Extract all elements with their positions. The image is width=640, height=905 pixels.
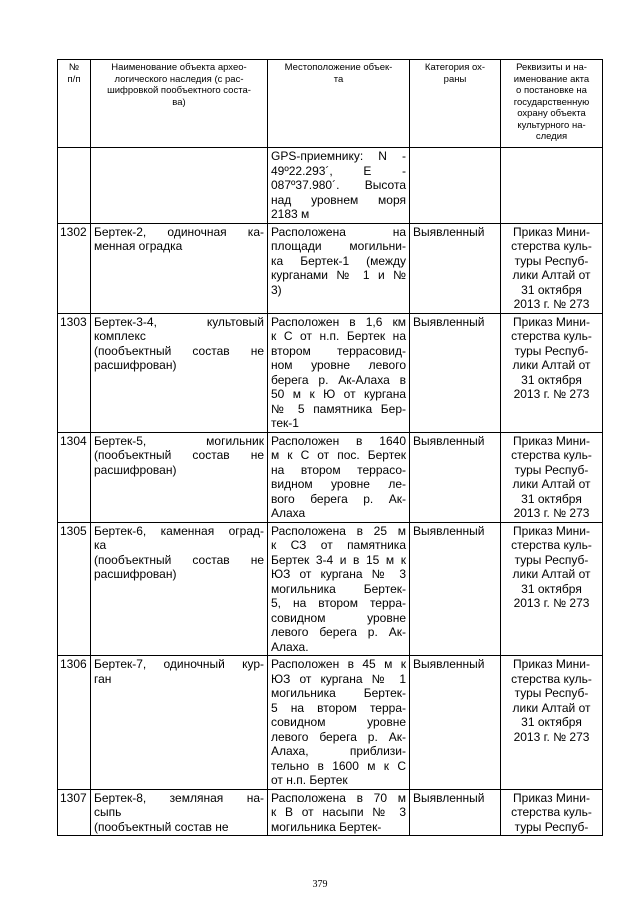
cell-text-line: Алаха. (271, 639, 309, 654)
cell-text-line: культурного на- (517, 119, 586, 131)
cell-text-line: лики Алтай от (512, 268, 591, 282)
cell-text-line: Приказ Мини- (513, 314, 590, 329)
object-name (91, 148, 268, 224)
object-name (91, 432, 268, 522)
header-object-name (91, 60, 268, 148)
cell-text-line: площади могильни- (271, 239, 406, 253)
row-number: 1305 (58, 522, 91, 656)
cell-text-line: п/п (67, 73, 81, 85)
cell-text-line: туры Респуб- (514, 253, 589, 268)
cell-text-line: Бертек-7, одиночный кур- (94, 657, 264, 671)
cell-text-line: Алаха, приблизи- (271, 744, 406, 758)
cell-text-line: над уровнем моря (271, 192, 406, 207)
cell-text-line: могильника Бертек- (271, 819, 382, 834)
cell-text-line: та (333, 73, 344, 85)
cell-text-line: лики Алтай от (512, 477, 591, 491)
cell-text-line: на втором террасо- (271, 462, 406, 477)
cell-text-line: Расположена на (271, 224, 406, 239)
object-name (91, 313, 268, 432)
cell-text-line: Бертек-5, могильник (94, 433, 264, 448)
cell-text-line: 31 октября (521, 581, 582, 596)
protection-category: Выявленный (410, 789, 501, 836)
object-location (268, 789, 410, 836)
cell-text-line: ва) (172, 96, 186, 108)
protection-category: Выявленный (410, 522, 501, 656)
cell-text-line: Расположен в 1,6 км (271, 314, 406, 329)
cell-text-line: о постановке на (516, 85, 587, 96)
cell-text-line: Приказ Мини- (513, 433, 590, 448)
table-header-row (58, 60, 603, 148)
cell-text-line: Приказ Мини- (513, 790, 590, 805)
cell-text-line: логического наследия (с рас- (114, 73, 244, 85)
row-number: 1307 (58, 789, 91, 836)
cell-text-line: расшифрован) (94, 358, 177, 372)
act-details (501, 313, 603, 432)
cell-text-line: стерства куль- (511, 538, 592, 552)
cell-text-line: именование акта (513, 73, 590, 85)
cell-text-line: тельно в 1600 м к С (271, 758, 406, 773)
cell-text-line: Реквизиты и на- (516, 62, 587, 73)
cell-text-line: стерства куль- (511, 329, 592, 343)
cell-text-line: к СЗ от памятника (271, 538, 406, 552)
cell-text-line: (пообъектный состав не (94, 448, 264, 462)
cell-text-line: (пообъектный состав не (94, 552, 264, 567)
cell-text-line: к В от насыпи № 3 (271, 805, 406, 819)
cell-text-line: Наименование объекта архео- (111, 62, 247, 73)
cell-text-line: государственную (513, 96, 590, 108)
cell-text-line: 2013 г. № 273 (513, 387, 590, 401)
cell-text-line: туры Респуб- (514, 552, 589, 567)
cell-text-line: втором террасовид- (271, 343, 406, 358)
cell-text-line: тек-1 (271, 416, 299, 430)
act-details (501, 148, 603, 224)
cell-text-line: Расположен в 1640 (271, 433, 406, 448)
object-location (268, 148, 410, 224)
object-location (268, 223, 410, 313)
cell-text-line: (пообъектный состав не (94, 819, 229, 834)
cell-text-line: 31 октября (521, 715, 582, 729)
cell-text-line: (пообъектный состав не (94, 343, 264, 358)
table-row (58, 432, 603, 522)
cell-text-line: комплекс (94, 329, 146, 343)
cell-text-line: расшифрован) (94, 462, 177, 477)
cell-text-line: № 5 памятника Бер- (271, 401, 406, 416)
header-number (58, 60, 91, 148)
row-number: 1303 (58, 313, 91, 432)
cell-text-line: 2013 г. № 273 (513, 506, 590, 520)
cell-text-line: туры Респуб- (514, 343, 589, 358)
cell-text-line: № (68, 62, 80, 73)
cell-text-line: берега р. Ак-Алаха в (271, 372, 406, 387)
cell-text-line: Расположен в 45 м к (271, 657, 406, 671)
row-number: 1306 (58, 656, 91, 790)
cell-text-line: сыпь (94, 805, 122, 819)
cell-text-line: 2183 м (271, 207, 310, 221)
protection-category: Выявленный (410, 656, 501, 790)
cell-text-line: туры Респуб- (514, 462, 589, 477)
act-details (501, 432, 603, 522)
row-number: 1304 (58, 432, 91, 522)
table-row (58, 148, 603, 224)
act-details (501, 656, 603, 790)
cell-text-line: туры Респуб- (514, 686, 589, 700)
cell-text-line: ном уровне левого (271, 358, 406, 372)
cell-text-line: следия (535, 131, 568, 142)
cell-text-line: 3) (271, 282, 282, 297)
table-row (58, 223, 603, 313)
page-number: 379 (312, 879, 328, 890)
cell-text-line: от н.п. Бертек (271, 773, 348, 787)
cell-text-line: охрану объекта (517, 108, 586, 119)
cell-text-line: видном уровне ле- (271, 477, 406, 491)
cell-text-line: Бертек 3-4 и в 15 м к (271, 552, 406, 567)
cell-text-line: Расположена в 70 м (271, 790, 406, 805)
cell-text-line: 2013 г. № 273 (513, 596, 590, 610)
cell-text-line: ган (94, 671, 112, 686)
table-row (58, 313, 603, 432)
cell-text-line: совидном уровне (271, 715, 406, 729)
cell-text-line: 5 на втором терра- (271, 700, 406, 715)
cell-text-line: м к С от пос. Бертек (271, 448, 406, 462)
object-location (268, 656, 410, 790)
cell-text-line: ка (94, 538, 107, 552)
cell-text-line: 31 октября (521, 372, 582, 387)
protection-category: Выявленный (410, 432, 501, 522)
cell-text-line: лики Алтай от (512, 358, 591, 372)
cell-text-line: Приказ Мини- (513, 224, 590, 239)
cell-text-line: шифровкой пообъектного соста- (107, 85, 251, 96)
object-name (91, 223, 268, 313)
header-act-details (501, 60, 603, 148)
cell-text-line: 5, на втором терра- (271, 596, 406, 610)
object-location (268, 522, 410, 656)
cell-text-line: могильника Бертек- (271, 581, 406, 596)
act-details (501, 223, 603, 313)
protection-category (410, 148, 501, 224)
row-number (58, 148, 91, 224)
object-name (91, 522, 268, 656)
object-location (268, 313, 410, 432)
cell-text-line: левого берега р. Ак- (271, 729, 406, 744)
cell-text-line: Местоположение объек- (284, 62, 393, 73)
cell-text-line: стерства куль- (511, 239, 592, 253)
cell-text-line: 31 октября (521, 282, 582, 297)
act-details (501, 522, 603, 656)
cell-text-line: 2013 г. № 273 (513, 729, 590, 744)
cell-text-line: лики Алтай от (512, 700, 591, 715)
object-name (91, 656, 268, 790)
cell-text-line: 087º37.980´. Высота (271, 178, 406, 192)
cell-text-line: ЮЗ от кургана № 1 (271, 671, 406, 686)
cell-text-line: совидном уровне (271, 610, 406, 625)
cell-text-line: стерства куль- (511, 671, 592, 686)
cell-text-line: Категория ох- (424, 62, 486, 73)
cell-text-line: Бертек-8, земляная на- (94, 790, 264, 805)
cell-text-line: левого берега р. Ак- (271, 625, 406, 639)
heritage-objects-table (57, 59, 603, 836)
cell-text-line: менная оградка (94, 239, 183, 253)
cell-text-line: раны (443, 73, 467, 85)
cell-text-line: Бертек-3-4, культовый (94, 314, 264, 329)
cell-text-line: туры Респуб- (514, 819, 589, 834)
table-row (58, 522, 603, 656)
cell-text-line: 50 м к Ю от кургана (271, 387, 406, 401)
cell-text-line: могильника Бертек- (271, 686, 406, 700)
cell-text-line: Расположена в 25 м (271, 523, 406, 538)
cell-text-line: к С от н.п. Бертек на (271, 329, 406, 343)
table-row (58, 789, 603, 836)
cell-text-line: 49º22.293´, E - (271, 163, 406, 178)
cell-text-line: курганами № 1 и № (271, 268, 406, 282)
cell-text-line: Приказ Мини- (513, 657, 590, 671)
table-row (58, 656, 603, 790)
cell-text-line: стерства куль- (511, 805, 592, 819)
cell-text-line: GPS-приемнику: N - (271, 149, 406, 163)
cell-text-line: Алаха (271, 506, 306, 520)
protection-category: Выявленный (410, 223, 501, 313)
cell-text-line: вого берега р. Ак- (271, 491, 406, 506)
object-location (268, 432, 410, 522)
header-location (268, 60, 410, 148)
cell-text-line: ЮЗ от кургана № 3 (271, 567, 406, 581)
cell-text-line: 31 октября (521, 491, 582, 506)
protection-category: Выявленный (410, 313, 501, 432)
act-details (501, 789, 603, 836)
cell-text-line: Бертек-6, каменная оград- (94, 523, 264, 538)
cell-text-line: лики Алтай от (512, 567, 591, 581)
object-name (91, 789, 268, 836)
cell-text-line: Приказ Мини- (513, 523, 590, 538)
cell-text-line: ка Бертек-1 (между (271, 253, 406, 268)
cell-text-line: 2013 г. № 273 (513, 297, 590, 311)
cell-text-line: Бертек-2, одиночная ка- (94, 224, 264, 239)
row-number: 1302 (58, 223, 91, 313)
cell-text-line: стерства куль- (511, 448, 592, 462)
cell-text-line: расшифрован) (94, 567, 177, 581)
header-protection-category (410, 60, 501, 148)
